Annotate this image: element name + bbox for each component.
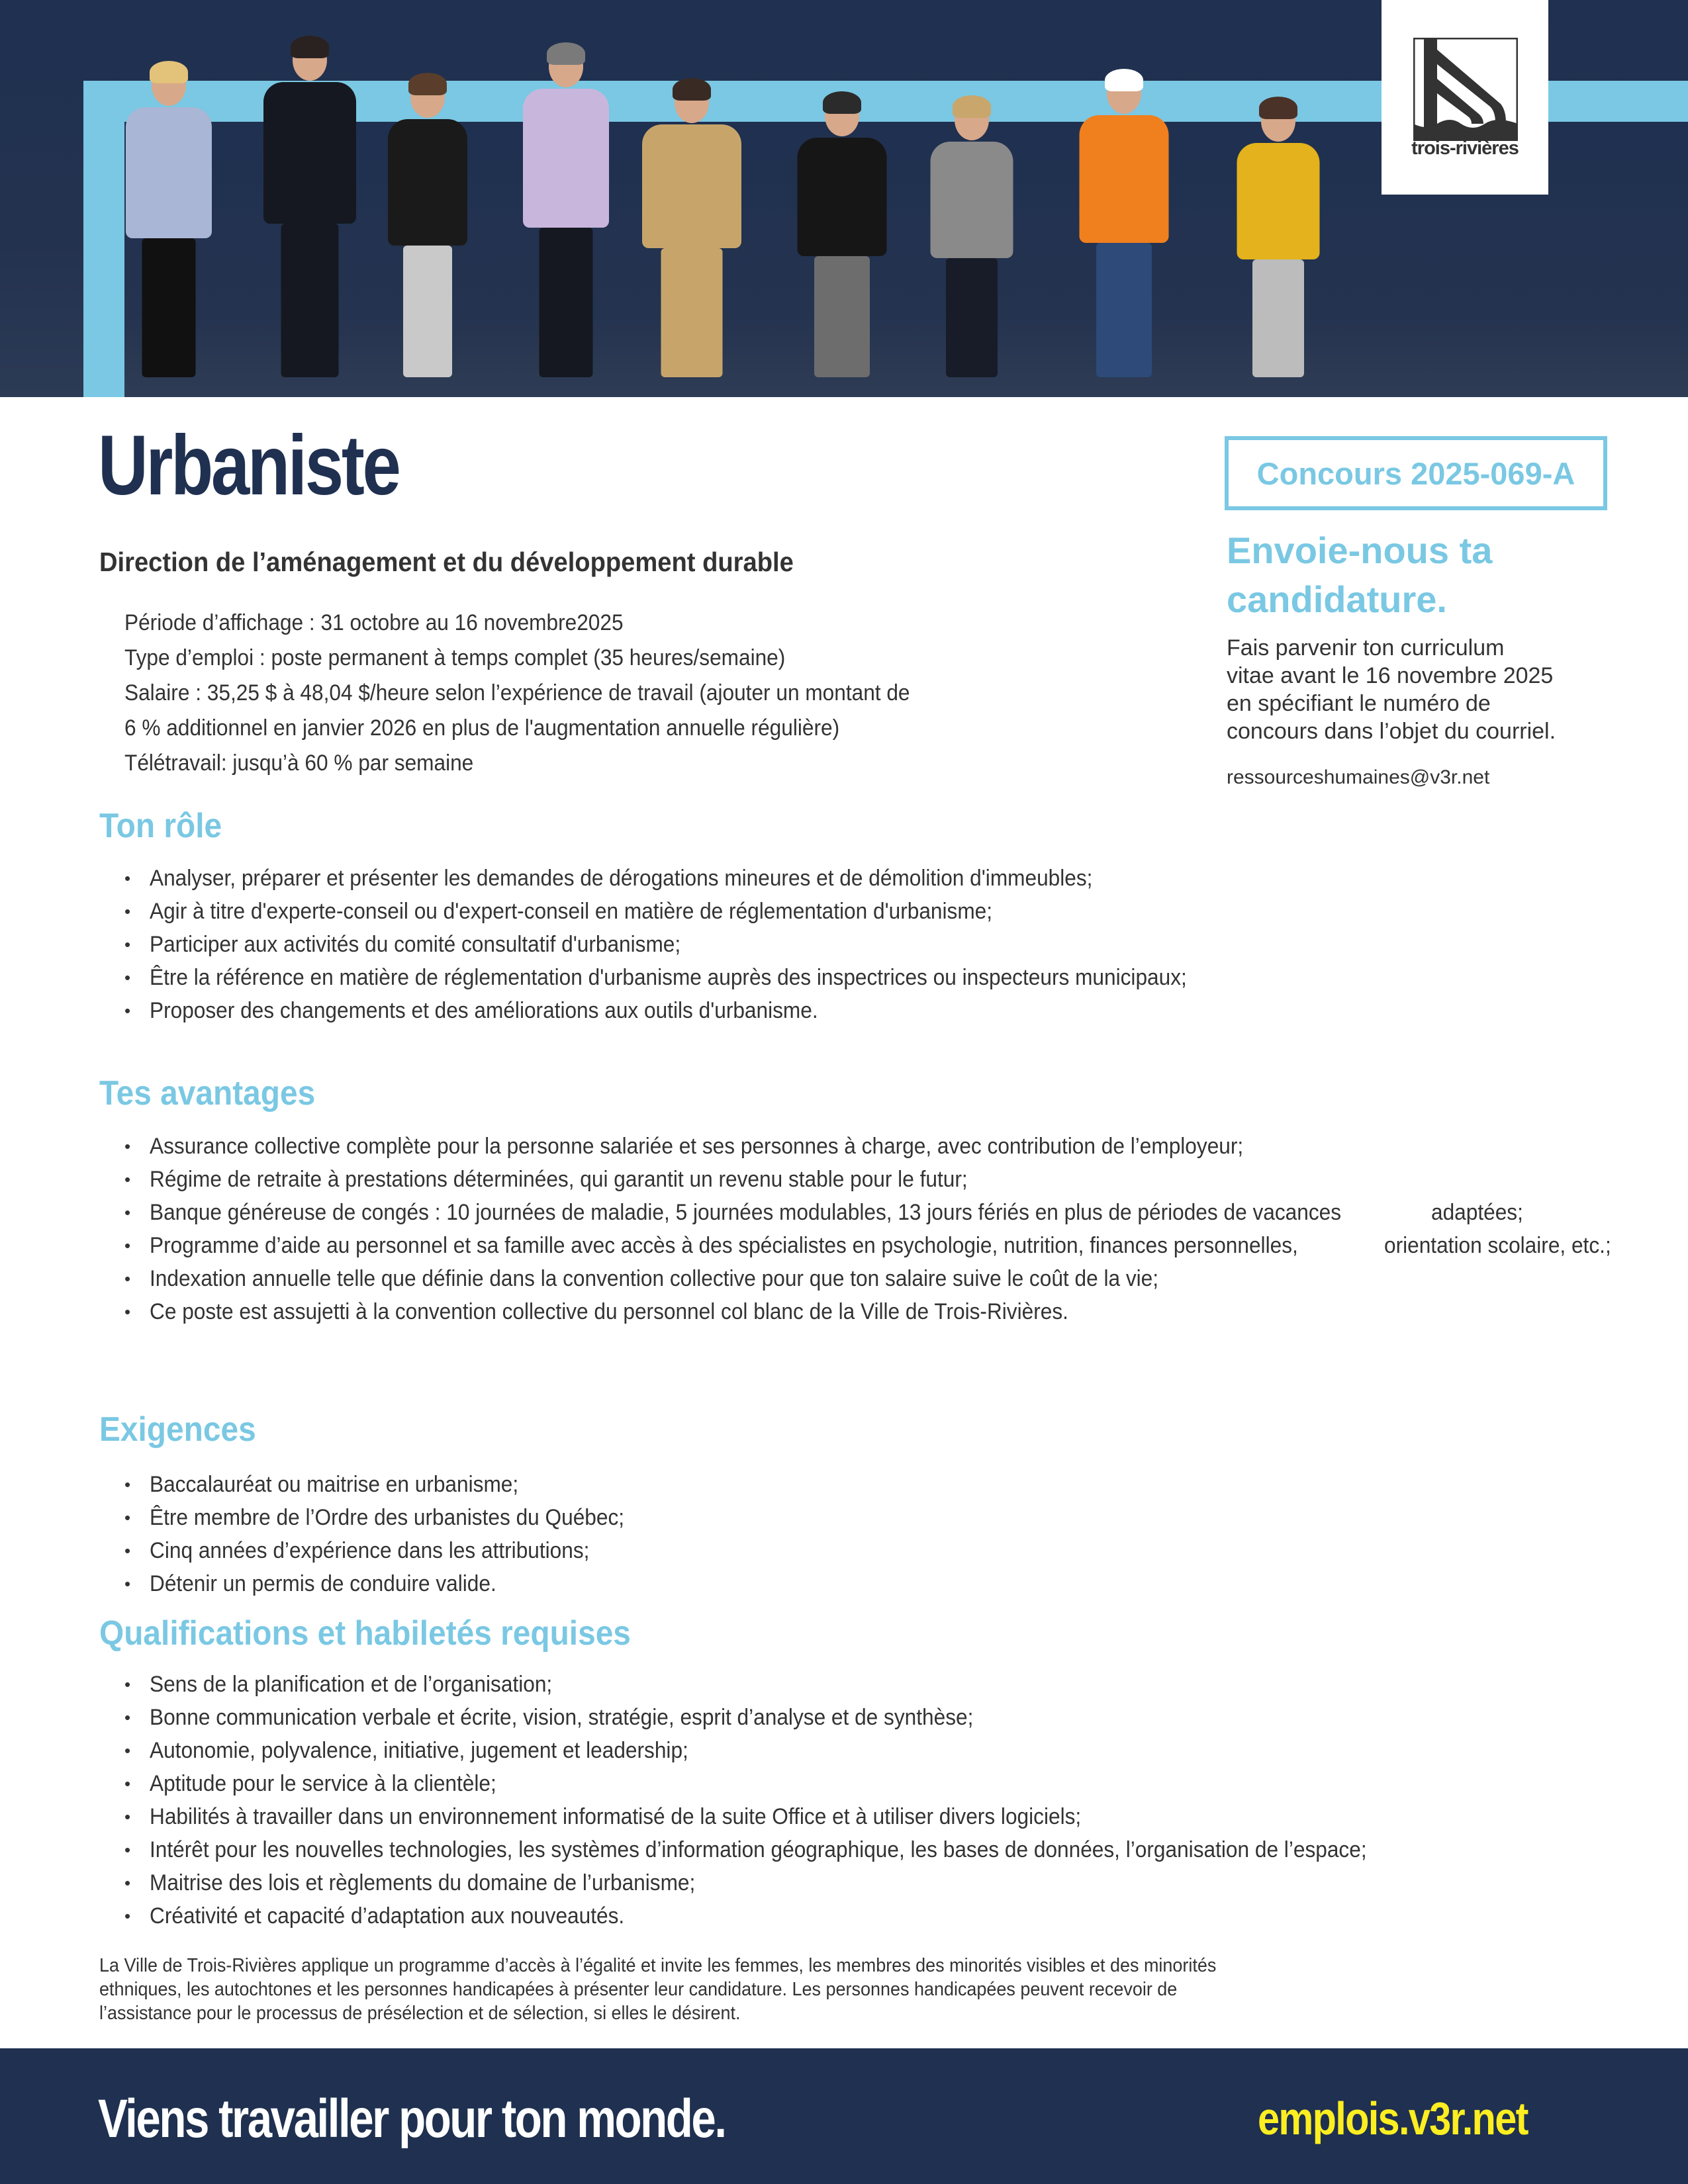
list-item [124,1899,1458,1933]
notice-line: ethniques, les autochtones et les personnes handicapées à présenter leur candidature. Les personnes handicapées peuvent recevoir de [99,1979,1178,2000]
employment-type: Type d’emploi : poste permanent à temps complet (35 heures/semaine) [124,645,786,670]
bullet-icon: • [124,1169,131,1189]
list-item [124,1196,1628,1229]
figure-torso [642,124,741,248]
figure-legs [661,248,723,377]
bullet-icon: • [124,1136,131,1156]
bullet-icon: • [124,868,131,888]
apply-heading-line: Envoie-nous ta [1227,529,1493,571]
figure-hair [150,61,188,83]
bullet-icon: • [124,934,131,954]
competition-number: Concours 2025-069-A [1256,455,1575,491]
advantages-list [124,1130,1628,1328]
bullet-icon: • [124,968,131,987]
bullet-icon: • [124,1541,131,1561]
figure-legs [403,246,452,377]
figure-hair [673,78,711,101]
figure-hair [291,36,329,58]
figure-torso [388,119,467,246]
list-item-text: Proposer des changements et des améliorations aux outils d'urbanisme. [150,998,818,1023]
list-item [124,1668,1458,1701]
employee-figure [1079,73,1168,377]
job-details [124,606,910,781]
bullet-icon: • [124,1001,131,1021]
figure-hair [1105,69,1143,91]
list-item [124,1468,660,1501]
careers-website-link[interactable]: emplois.v3r.net [1258,2093,1528,2144]
apply-heading [1227,526,1492,624]
employee-figure [263,40,356,377]
list-item-text: Créativité et capacité d’adaptation aux nouveautés. [150,1903,625,1929]
bullet-icon: • [124,1906,131,1926]
list-item-text: Habilités à travailler dans un environnement informatisé de la suite Office et à utiliser divers logiciels; [150,1804,1082,1829]
apply-instructions-line: Fais parvenir ton curriculum [1227,635,1505,660]
list-item-text: adaptées; [1430,1200,1523,1225]
bullet-icon: • [124,1302,131,1322]
accent-stripe-vertical [83,81,124,397]
hero-banner [0,0,1688,397]
bullet-icon: • [124,1741,131,1760]
list-item [124,1501,660,1534]
employee-figure [523,46,609,377]
figure-legs [1096,243,1152,377]
list-item-text: Indexation annuelle telle que définie dans la convention collective pour que ton salaire suive le coût de la vie; [150,1266,1159,1291]
hr-email-link[interactable]: ressourceshumaines@v3r.net [1227,766,1490,788]
figure-torso [263,82,356,224]
bullet-icon: • [124,1707,131,1727]
bullet-icon: • [124,901,131,921]
apply-instructions-line: concours dans l’objet du courriel. [1227,719,1556,744]
list-item [124,1229,1628,1262]
bullet-icon: • [124,1807,131,1827]
list-item-text: Participer aux activités du comité consultatif d'urbanisme; [150,932,681,957]
list-item-text: Intérêt pour les nouvelles technologies, les systèmes d’information géographique, les bases de données, l’organisation de l’espace; [150,1837,1367,1862]
list-item-text: Programme d’aide au personnel et sa famille avec accès à des spécialistes en psychologie, nutrition, finances personnelles, [150,1233,1298,1258]
bullet-icon: • [124,1269,131,1289]
employee-figure [126,65,212,377]
list-item [124,1734,1458,1767]
list-item-text: Régime de retraite à prestations déterminées, qui garantit un revenu stable pour le futur; [150,1167,968,1192]
trois-rivieres-logo-icon [1413,38,1518,141]
telework: Télétravail: jusqu’à 60 % par semaine [124,751,474,776]
figure-legs [946,258,998,377]
figure-legs [142,238,196,377]
list-item-text: Autonomie, polyvalence, initiative, jugement et leadership; [150,1738,688,1763]
city-logo[interactable] [1382,0,1548,195]
list-item [124,1163,1628,1196]
list-item [124,1262,1628,1295]
figure-torso [523,89,609,228]
list-item-text: Sens de la planification et de l’organisation; [150,1672,553,1697]
list-item [124,1800,1458,1833]
figure-legs [281,224,339,377]
job-title: Urbaniste [98,418,399,513]
list-item [124,1534,660,1567]
figure-torso [1237,143,1319,259]
figure-legs [1252,259,1304,377]
list-item-text: Agir à titre d'experte-conseil ou d'expert-conseil en matière de réglementation d'urbanisme; [150,899,993,924]
logo-text: trois-rivières [1411,138,1519,159]
list-item-text: Détenir un permis de conduire valide. [150,1571,496,1596]
bullet-icon: • [124,1774,131,1794]
notice-line: l’assistance pour le processus de présélection et de sélection, si elles le désirent. [99,2003,741,2024]
employee-figure [797,95,886,377]
apply-instructions-line: en spécifiant le numéro de [1227,691,1491,716]
list-item-text: orientation scolaire, etc.; [1384,1233,1612,1258]
list-item-text: Ce poste est assujetti à la convention collective du personnel col blanc de la Ville de Trois-Rivières. [150,1299,1068,1324]
figure-legs [539,228,593,377]
list-item-text: Maitrise des lois et règlements du domaine de l’urbanisme; [150,1870,696,1895]
list-item [124,895,1265,928]
list-item-text: Être la référence en matière de réglementation d'urbanisme auprès des inspectrices ou inspecteurs municipaux; [150,965,1187,990]
section-title-advantages: Tes avantages [99,1074,316,1113]
figure-hair [547,42,585,65]
section-title-role: Ton rôle [99,807,222,845]
figure-hair [953,95,991,118]
list-item [124,1130,1628,1163]
list-item [124,862,1265,895]
bullet-icon: • [124,1873,131,1893]
bullet-icon: • [124,1236,131,1255]
apply-heading-line: candidature. [1227,578,1447,620]
list-item [124,1701,1458,1734]
notice-line: La Ville de Trois-Rivières applique un programme d’accès à l’égalité et invite les femmes, les membres des minorités visibles et des minorités [99,1955,1217,1976]
apply-instructions [1227,634,1556,745]
list-item [124,1833,1458,1866]
list-item-text: Assurance collective complète pour la personne salariée et ses personnes à charge, avec contribution de l’employeur; [150,1134,1244,1159]
salary: Salaire : 35,25 $ à 48,04 $/heure selon l’expérience de travail (ajouter un montant de [124,680,910,705]
bullet-icon: • [124,1508,131,1527]
figure-torso [930,142,1013,258]
apply-instructions-line: vitae avant le 16 novembre 2025 [1227,663,1554,688]
list-item-text: Être membre de l’Ordre des urbanistes du Québec; [150,1505,625,1530]
employee-figure [1237,101,1319,377]
list-item [124,994,1265,1027]
list-item-text: Aptitude pour le service à la clientèle; [150,1771,496,1796]
bullet-icon: • [124,1840,131,1860]
salary-note: 6 % additionnel en janvier 2026 en plus de l'augmentation annuelle régulière) [124,715,840,741]
figure-torso [126,107,212,238]
figure-hair [823,91,861,114]
requirements-list [124,1468,660,1600]
equal-opportunity-notice [99,1954,1368,2025]
employee-figure [642,82,741,377]
section-title-requirements: Exigences [99,1410,256,1449]
list-item-text: Baccalauréat ou maitrise en urbanisme; [150,1472,519,1497]
figure-hair [408,73,447,95]
list-item [124,1767,1458,1800]
list-item [124,1866,1458,1899]
employee-figure [388,77,467,377]
qualifications-list [124,1668,1458,1933]
list-item-text: Analyser, préparer et présenter les demandes de dérogations mineures et de démolition d'immeubles; [150,866,1093,891]
role-list [124,862,1265,1027]
figure-legs [814,256,870,377]
list-item [124,961,1265,994]
slogan: Viens travailler pour ton monde. [98,2089,726,2149]
employee-figure [930,99,1013,377]
department: Direction de l’aménagement et du développement durable [99,547,794,577]
posting-period: Période d’affichage : 31 octobre au 16 novembre2025 [124,610,624,635]
figure-torso [797,138,886,256]
competition-number-box [1225,436,1607,510]
bullet-icon: • [124,1475,131,1494]
figure-torso [1079,115,1168,243]
footer-banner [0,2048,1688,2184]
list-item-text: Cinq années d’expérience dans les attributions; [150,1538,590,1563]
list-item-text: Banque généreuse de congés : 10 journées de maladie, 5 journées modulables, 13 jours fériés en plus de périodes de vacances [150,1200,1342,1225]
section-title-qualifications: Qualifications et habiletés requises [99,1614,631,1653]
list-item [124,1567,660,1600]
bullet-icon: • [124,1674,131,1694]
bullet-icon: • [124,1203,131,1222]
figure-hair [1259,97,1297,119]
bullet-icon: • [124,1574,131,1594]
list-item-text: Bonne communication verbale et écrite, vision, stratégie, esprit d’analyse et de synthèse; [150,1705,974,1730]
list-item [124,928,1265,961]
list-item [124,1295,1628,1328]
